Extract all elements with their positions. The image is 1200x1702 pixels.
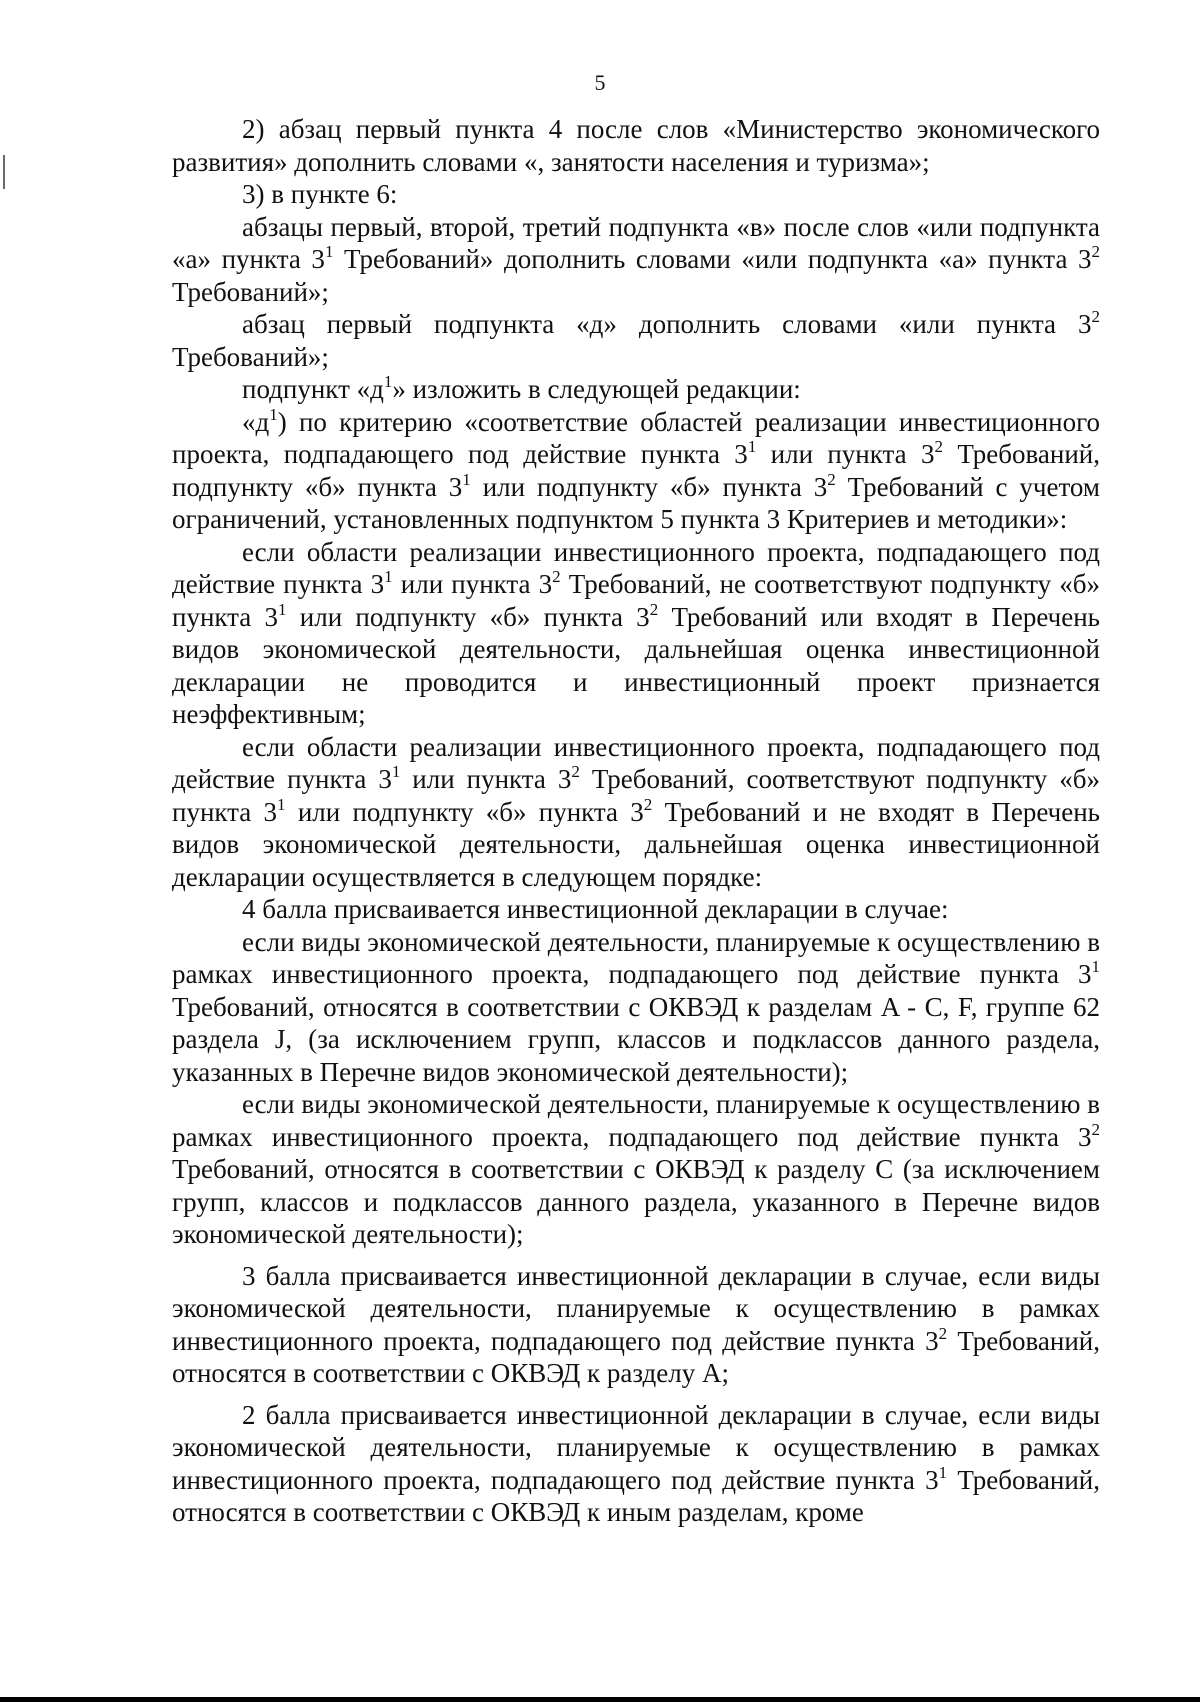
text-run: Требований, относятся в соответствии с ОКВЭД к разделу С (за исключением групп, классов и подклассов данного раздела, указанного в Перечне видов экономической деятельности); <box>172 1154 1100 1249</box>
text-run: Требований с учетом ограничений, установленных подпунктом 5 пункта 3 Критериев и методики»: <box>172 471 1100 534</box>
text-run: или пункта 3 <box>756 439 935 469</box>
text-run: абзац первый подпункта «д» дополнить словами «или пункта 3 <box>242 309 1092 339</box>
superscript: 1 <box>938 1462 948 1482</box>
superscript: 2 <box>938 1323 948 1343</box>
text-run: Требований»; <box>172 276 329 307</box>
paragraph <box>172 406 1100 536</box>
superscript: 2 <box>827 469 836 489</box>
text-run: Требований, относятся в соответствии с ОКВЭД к разделам A - C, F, группе 62 раздела J, (за исключением групп, классов и подклассов данного раздела, указанных в Перечне видов экономической деятельности); <box>172 991 1100 1087</box>
text-run: » изложить в следующей редакции: <box>392 374 801 404</box>
text-run: или подпункту «б» пункта 3 <box>285 796 644 827</box>
text-run: или пункта 3 <box>400 764 572 794</box>
paragraph <box>172 178 1100 211</box>
text-run: ) по критерию «соответствие областей реализации инвестиционного проекта, подпадающего под действие пункта 3 <box>172 406 1100 469</box>
superscript: 1 <box>277 794 286 814</box>
paragraph <box>172 113 1100 178</box>
text-run: Требований и не входят в Перечень видов экономической деятельности, дальнейшая оценка инвестиционной декларации осуществляется в следующем порядке: <box>172 796 1100 892</box>
text-run: Требований»; <box>172 341 329 372</box>
paragraph <box>172 731 1100 894</box>
paragraph <box>172 926 1100 1089</box>
text-run: 2) абзац первый пункта 4 после слов «Министерство экономического развития» дополнить словами «, занятости населения и туризма»; <box>172 114 1100 177</box>
superscript: 1 <box>1091 957 1100 976</box>
superscript: 2 <box>934 437 943 456</box>
text-run: если виды экономической деятельности, планируемые к осуществлению в рамках инвестиционного проекта, подпадающего под действие пункта 3 <box>172 1089 1100 1152</box>
text-run: или подпункту «б» пункта 3 <box>470 471 828 502</box>
superscript: 2 <box>552 567 561 586</box>
text-run: 4 балла присваивается инвестиционной декларации в случае: <box>242 894 949 924</box>
text-run: 2 балла присваивается инвестиционной декларации в случае, если виды экономической деятельности, планируемые к осуществлению в рамках инвестиционного проекта, подпадающего под действие пункта 3 <box>172 1399 1100 1495</box>
text-run: Требований, соответствуют подпункту «б» пункта 3 <box>172 764 1100 827</box>
superscript: 2 <box>1091 307 1100 326</box>
text-run: или пункта 3 <box>392 569 553 599</box>
scan-margin-mark <box>3 155 5 189</box>
paragraph <box>172 1260 1100 1390</box>
text-run: 3) в пункте 6: <box>242 179 398 209</box>
superscript: 1 <box>324 242 334 261</box>
text-run: 3 балла присваивается инвестиционной декларации в случае, если виды экономической деятельности, планируемые к осуществлению в рамках инвестиционного проекта, подпадающего под действие пункта 3 <box>172 1260 1100 1356</box>
text-run: Требований или входят в Перечень видов экономической деятельности, дальнейшая оценка инвестиционной декларации не проводится и инвестиционный проект признается неэффективным; <box>172 601 1100 729</box>
superscript: 2 <box>571 762 580 781</box>
superscript: 2 <box>643 794 653 814</box>
text-run: если виды экономической деятельности, планируемые к осуществлению в рамках инвестиционного проекта, подпадающего под действие пункта 3 <box>172 926 1100 989</box>
superscript: 1 <box>391 762 401 781</box>
paragraph <box>172 373 1100 406</box>
text-run: Требований, подпункту «б» пункта 3 <box>172 439 1100 502</box>
paragraph <box>172 536 1100 731</box>
text-run: подпункт «д <box>242 374 384 404</box>
scan-bottom-edge <box>0 1697 1200 1702</box>
text-run: Требований» дополнить словами «или подпункта «а» пункта 3 <box>333 244 1092 274</box>
superscript: 1 <box>269 404 278 424</box>
text-run: или подпункту «б» пункта 3 <box>286 601 650 632</box>
superscript: 1 <box>462 469 471 489</box>
superscript: 1 <box>383 372 393 391</box>
text-run: Требований, относятся в соответствии с ОКВЭД к разделу A; <box>172 1325 1100 1388</box>
text-run: Требований, относятся в соответствии с ОКВЭД к иным разделам, кроме <box>172 1464 1100 1527</box>
text-run: абзацы первый, второй, третий подпункта «в» после слов «или подпункта «а» пункта 3 <box>172 211 1100 274</box>
text-run: Требований, не соответствуют подпункту «б» пункта 3 <box>172 569 1100 632</box>
paragraph <box>172 893 1100 926</box>
paragraph <box>172 211 1100 309</box>
superscript: 2 <box>649 599 659 619</box>
page-number: 5 <box>594 70 606 95</box>
superscript: 1 <box>278 599 287 619</box>
superscript: 1 <box>384 567 393 586</box>
superscript: 2 <box>1091 242 1101 261</box>
paragraph <box>172 1088 1100 1251</box>
superscript: 1 <box>747 437 757 456</box>
document-body <box>172 113 1100 1529</box>
text-run: если области реализации инвестиционного проекта, подпадающего под действие пункта 3 <box>172 731 1100 794</box>
superscript: 2 <box>1091 1119 1100 1139</box>
paragraph <box>172 308 1100 373</box>
text-run: «д <box>242 406 270 437</box>
paragraph <box>172 1399 1100 1529</box>
text-run: если области реализации инвестиционного проекта, подпадающего под действие пункта 3 <box>172 536 1100 599</box>
